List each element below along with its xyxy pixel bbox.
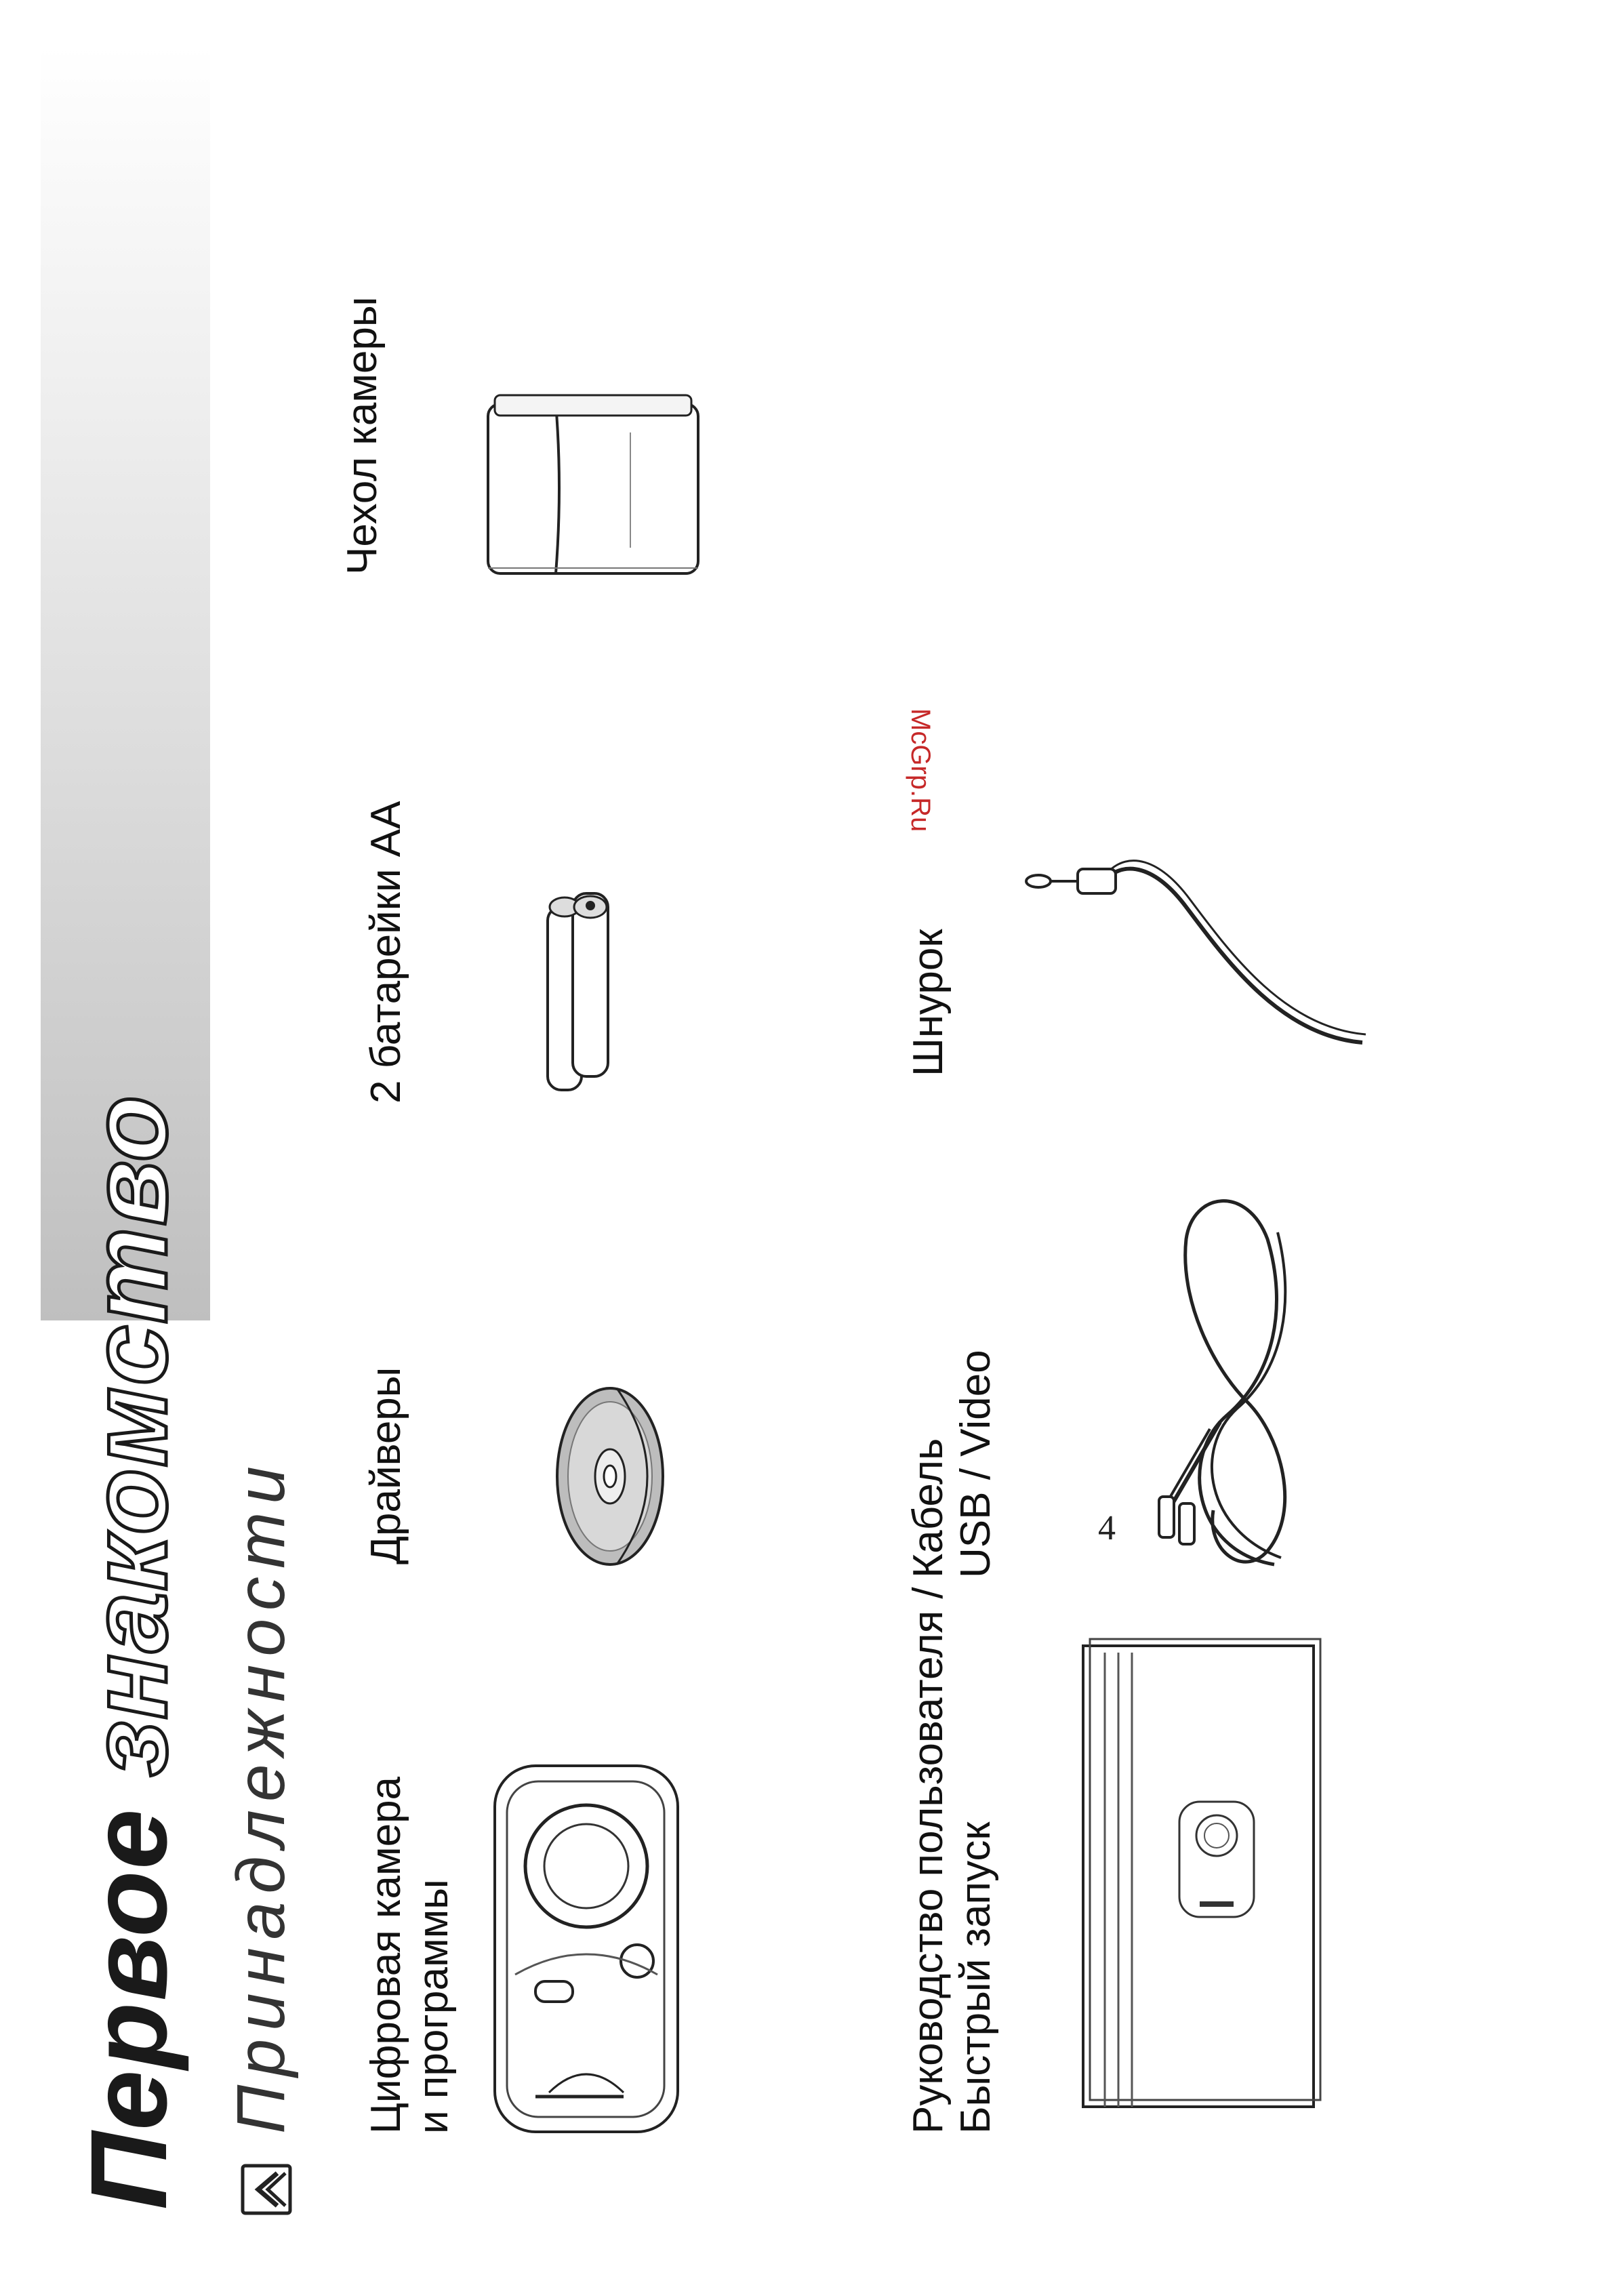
cable-icon — [1112, 1158, 1328, 1592]
label-line: Руководство пользователя / — [905, 1587, 952, 2134]
camera-pouch-icon — [474, 371, 718, 588]
item-pouch-label — [339, 297, 386, 575]
item-camera-label — [363, 1777, 458, 2134]
cd-disc-icon — [542, 1375, 678, 1578]
chevron-up-box-icon — [241, 2164, 292, 2215]
strap-icon — [1023, 846, 1376, 1063]
label-line: 2 батарейки АА — [363, 801, 409, 1104]
watermark: McGrp.Ru — [906, 708, 935, 832]
item-batteries-label — [363, 801, 410, 1104]
label-line: Кабель — [905, 1438, 952, 1578]
title-solid: Первое — [68, 1807, 189, 2210]
label-line: USB / Video — [952, 1350, 999, 1578]
item-cable-label — [905, 1350, 1000, 1578]
camera-icon — [488, 1758, 685, 2137]
label-line: Чехол камеры — [339, 296, 386, 575]
label-line: Драйверы — [363, 1367, 409, 1564]
title-hollow: знакомство — [68, 1094, 189, 1777]
batteries-icon — [535, 887, 624, 1104]
label-line: Быстрый запуск — [952, 1821, 999, 2134]
manuals-icon — [1078, 1632, 1328, 2120]
item-manuals-label — [905, 1587, 1000, 2134]
page-title — [68, 1094, 189, 2210]
label-line: Цифровая камера — [363, 1776, 409, 2134]
label-line: Шнурок — [905, 929, 952, 1076]
page-number: 4 — [1098, 1509, 1116, 1548]
section-title: Принадлежности — [223, 1458, 299, 2134]
item-drivers-label — [363, 1367, 410, 1564]
label-line: и программы — [410, 1879, 457, 2134]
